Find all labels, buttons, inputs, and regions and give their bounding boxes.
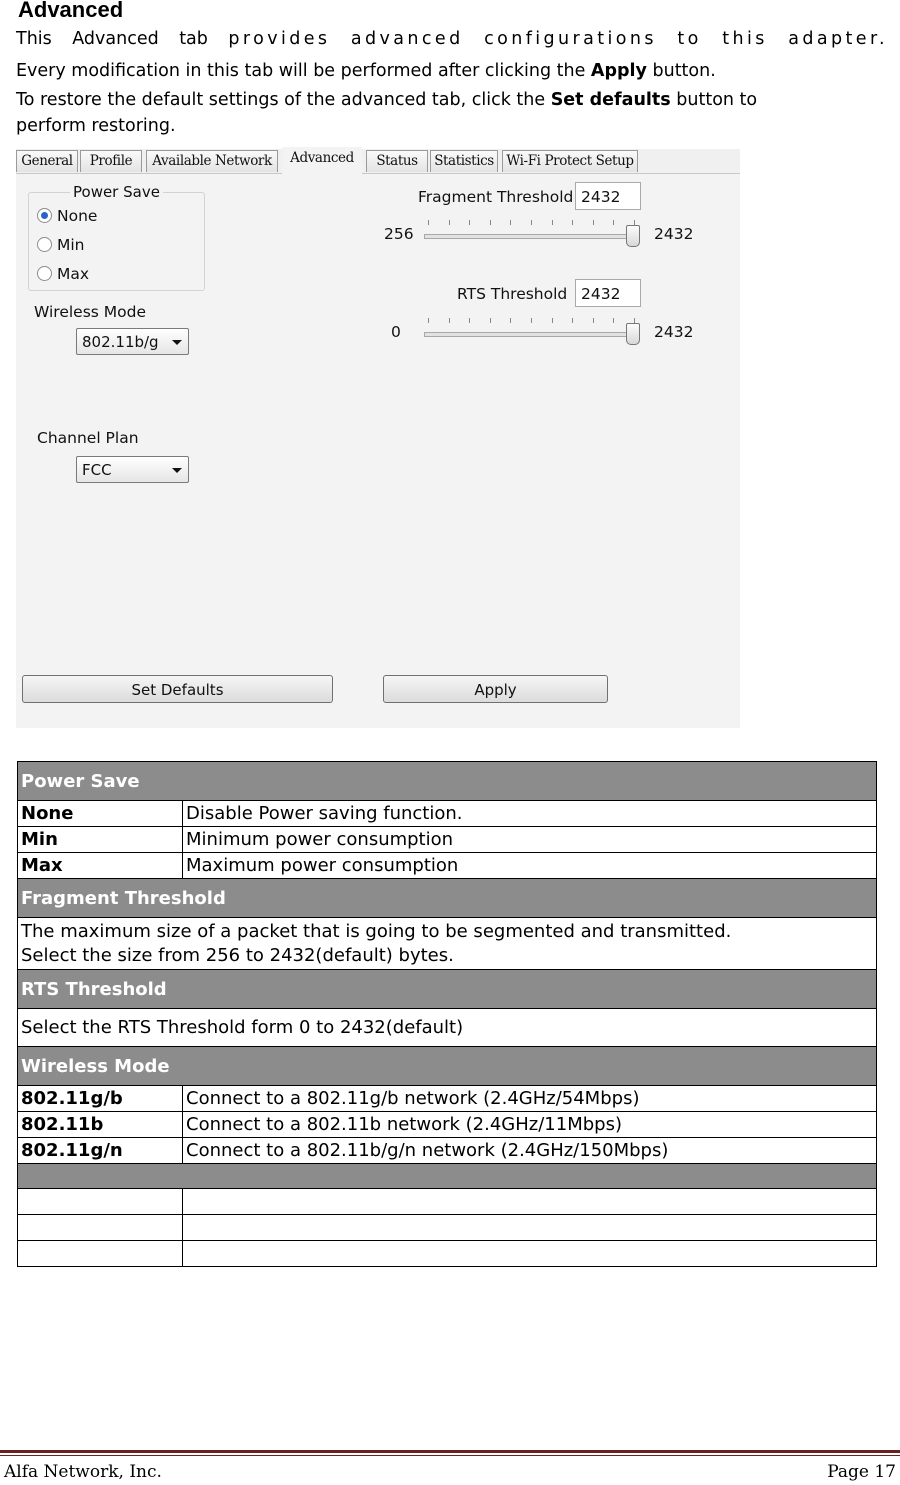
empty-header [18, 1164, 877, 1189]
table-row [18, 1009, 877, 1047]
table-row [18, 1215, 877, 1241]
slider-track [424, 332, 640, 337]
intro-line-1 [16, 29, 888, 49]
row-desc [183, 1241, 877, 1267]
footer-divider [0, 1450, 900, 1453]
table-section-header [18, 879, 877, 918]
rts-description: Select the RTS Threshold form 0 to 2432(default) [18, 1009, 877, 1047]
slider-thumb[interactable] [626, 323, 640, 345]
slider-tick [613, 318, 614, 323]
power-save-option-min[interactable] [37, 236, 85, 254]
table-row [18, 827, 877, 853]
slider-tick [449, 318, 450, 323]
intro-word: This [16, 29, 52, 49]
slider-tick [552, 318, 553, 323]
slider-tick [449, 220, 450, 225]
slider-tick [428, 318, 429, 323]
row-key [18, 1215, 183, 1241]
tab-available-network[interactable]: Available Network [146, 150, 278, 172]
intro-text: To restore the default settings of the advanced tab, click the [16, 90, 551, 110]
wireless-mode-header: Wireless Mode [18, 1047, 877, 1086]
tab-strip [16, 149, 740, 174]
fragment-threshold-header: Fragment Threshold [18, 879, 877, 918]
row-desc: Connect to a 802.11b/g/n network (2.4GHz/150Mbps) [183, 1138, 877, 1164]
intro-word: to [677, 29, 702, 49]
chevron-down-icon [172, 340, 182, 345]
tab-general[interactable]: General [16, 150, 78, 172]
intro-bold-set-defaults: Set defaults [550, 90, 671, 110]
fragment-desc-line: The maximum size of a packet that is going to be segmented and transmitted. [21, 920, 732, 942]
tab-status[interactable]: Status [366, 150, 428, 172]
tab-statistics[interactable]: Statistics [430, 150, 498, 172]
slider-tick [510, 318, 511, 323]
intro-word: provides [228, 29, 331, 49]
power-save-title: Power Save [70, 183, 163, 201]
rts-threshold-label: RTS Threshold [457, 285, 568, 303]
radio-button[interactable] [37, 266, 52, 281]
slider-thumb[interactable] [626, 225, 640, 247]
intro-word: tab [179, 29, 208, 49]
set-defaults-button[interactable]: Set Defaults [22, 675, 333, 703]
row-desc [183, 1189, 877, 1215]
slider-tick [510, 220, 511, 225]
row-key: None [18, 801, 183, 827]
footer-company: Alfa Network, Inc. [4, 1462, 162, 1482]
fragment-description [18, 918, 877, 970]
slider-track [424, 234, 640, 239]
intro-word: configurations [484, 29, 657, 49]
row-key: 802.11b [18, 1112, 183, 1138]
intro-line-2 [16, 59, 716, 83]
row-desc: Minimum power consumption [183, 827, 877, 853]
table-section-header [18, 1047, 877, 1086]
rts-threshold-max: 2432 [654, 323, 694, 341]
slider-tick [469, 220, 470, 225]
intro-word: adapter. [788, 29, 888, 49]
wireless-mode-select[interactable] [76, 328, 189, 355]
table-row [18, 853, 877, 879]
radio-label: Max [57, 265, 90, 283]
tab-profile[interactable]: Profile [80, 150, 142, 172]
table-section-header [18, 1164, 877, 1189]
intro-text: button. [646, 61, 716, 81]
row-desc: Connect to a 802.11b network (2.4GHz/11Mbps) [183, 1112, 877, 1138]
rts-threshold-min: 0 [391, 323, 401, 341]
channel-plan-label: Channel Plan [37, 429, 139, 447]
tab-wifi-protect-setup[interactable]: Wi-Fi Protect Setup [502, 150, 638, 172]
footer-page-number: Page 17 [827, 1462, 896, 1482]
intro-text: Every modification in this tab will be performed after clicking the [16, 61, 591, 81]
wireless-mode-value: 802.11b/g [82, 333, 159, 351]
wireless-mode-label: Wireless Mode [34, 303, 147, 321]
fragment-threshold-min: 256 [384, 225, 414, 243]
intro-word: Advanced [72, 29, 159, 49]
slider-tick [634, 318, 635, 323]
fragment-threshold-slider[interactable] [424, 217, 642, 243]
fragment-threshold-input[interactable]: 2432 [575, 182, 641, 210]
power-save-option-none[interactable] [37, 207, 97, 225]
fragment-desc-line: Select the size from 256 to 2432(default) bytes. [21, 944, 454, 966]
fragment-threshold-label: Fragment Threshold [418, 188, 574, 206]
row-desc: Disable Power saving function. [183, 801, 877, 827]
slider-tick [469, 318, 470, 323]
slider-tick [531, 318, 532, 323]
slider-tick [572, 220, 573, 225]
table-section-header [18, 762, 877, 801]
row-desc: Connect to a 802.11g/b network (2.4GHz/54Mbps) [183, 1086, 877, 1112]
intro-bold-apply: Apply [590, 61, 647, 81]
channel-plan-select[interactable] [76, 456, 189, 483]
slider-tick [531, 220, 532, 225]
fragment-threshold-max: 2432 [654, 225, 694, 243]
radio-label: Min [57, 236, 85, 254]
slider-tick [634, 220, 635, 225]
row-key: 802.11g/b [18, 1086, 183, 1112]
slider-tick [552, 220, 553, 225]
table-section-header [18, 970, 877, 1009]
intro-text: button to [670, 90, 758, 110]
row-desc: Maximum power consumption [183, 853, 877, 879]
chevron-down-icon [172, 468, 182, 473]
row-key [18, 1241, 183, 1267]
table-row [18, 1241, 877, 1267]
row-desc [183, 1215, 877, 1241]
rts-threshold-input[interactable]: 2432 [575, 279, 641, 307]
slider-tick [572, 318, 573, 323]
table-row [18, 1086, 877, 1112]
slider-tick [428, 220, 429, 225]
radio-label: None [57, 207, 98, 225]
rts-threshold-slider[interactable] [424, 315, 642, 341]
row-key: Max [18, 853, 183, 879]
radio-button[interactable] [37, 237, 52, 252]
row-key: 802.11g/n [18, 1138, 183, 1164]
rts-threshold-header: RTS Threshold [18, 970, 877, 1009]
section-heading: Advanced [18, 0, 124, 22]
power-save-option-max[interactable] [37, 265, 89, 283]
intro-line-3 [16, 88, 757, 112]
channel-plan-value: FCC [82, 461, 112, 479]
intro-word: advanced [350, 29, 464, 49]
table-row [18, 801, 877, 827]
footer-divider [0, 1455, 900, 1456]
intro-word: this [722, 29, 768, 49]
slider-tick [490, 318, 491, 323]
tab-advanced[interactable]: Advanced [282, 147, 362, 174]
radio-button-selected[interactable] [37, 208, 52, 223]
table-row [18, 1138, 877, 1164]
slider-tick [613, 220, 614, 225]
slider-tick [490, 220, 491, 225]
advanced-settings-panel [16, 149, 740, 728]
settings-description-table [17, 761, 877, 1267]
slider-tick [593, 318, 594, 323]
row-key: Min [18, 827, 183, 853]
table-row [18, 918, 877, 970]
row-key [18, 1189, 183, 1215]
apply-button[interactable]: Apply [383, 675, 608, 703]
intro-line-4: perform restoring. [16, 116, 176, 136]
slider-tick [593, 220, 594, 225]
table-row [18, 1112, 877, 1138]
power-save-header: Power Save [18, 762, 877, 801]
table-row [18, 1189, 877, 1215]
